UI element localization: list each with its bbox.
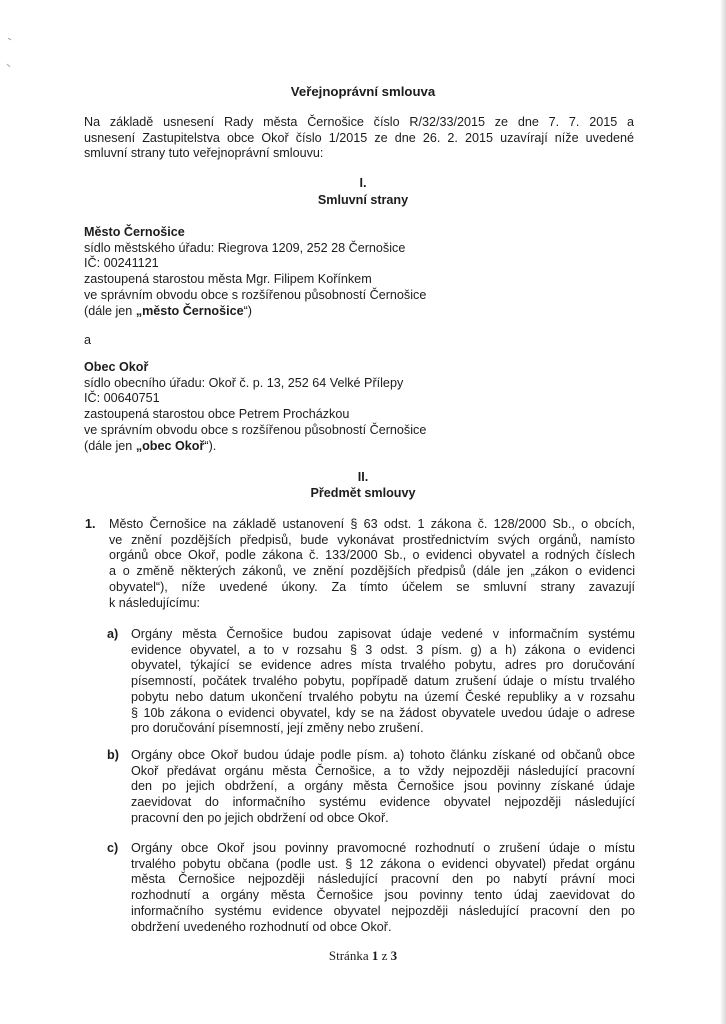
item-b-line: den po jejich obdržení, a orgány města Černošice jsou povinny získané údaje xyxy=(131,779,635,794)
clause-1-text xyxy=(109,517,635,611)
intro-line: smluvní strany tuto veřejnoprávní smlouvu: xyxy=(84,146,324,161)
clause-1-line: Město Černošice na základě ustanovení § 63 odst. 1 zákona č. 128/2000 Sb., o obcích, xyxy=(109,517,635,531)
item-c-line: informačního systému evidence obyvatel nejpozději následující pracovní den po xyxy=(131,903,635,918)
party-village-ic: IČ: 00640751 xyxy=(84,391,160,406)
party-village-name: Obec Okoř xyxy=(84,360,149,374)
party-city-name: Město Černošice xyxy=(84,225,185,239)
item-b-label: b) xyxy=(107,748,119,762)
item-a-line: obyvatel, týkající se evidence adres místa trvalého pobytu, adres pro doručování xyxy=(131,658,635,673)
clause-1-line: ve znění pozdějších předpisů, bude vykonávat prostřednictvím svých orgánů, namísto xyxy=(109,532,635,547)
conjunction: a xyxy=(84,333,92,347)
item-a-line: § 10b zákona o evidenci obyvatel, kdy se na žádost obyvatele uvedou údaje o adrese xyxy=(131,705,635,720)
clause-1-line: a o změně některých zákonů, ve znění pozdějších předpisů (dále jen „zákon o evidenci xyxy=(109,564,635,579)
item-c-line: obdržení uvedeného rozhodnutí od obce Okoř. xyxy=(131,919,392,934)
item-b-text xyxy=(131,748,635,827)
party-city-representative: zastoupená starostou města Mgr. Filipem Kořínkem xyxy=(84,272,372,287)
party-village-representative: zastoupená starostou obce Petrem Procházkou xyxy=(84,407,350,422)
item-a-line: evidence obyvatel, a to v rozsahu § 3 odst. 3 písm. g) a h) zákona o evidenci xyxy=(131,642,635,657)
party-city-seat: sídlo městského úřadu: Riegrova 1209, 252 28 Černošice xyxy=(84,240,406,255)
item-a-text xyxy=(131,627,635,737)
section-2-number: II. xyxy=(357,470,369,484)
item-b-line: Orgány obce Okoř budou údaje podle písm. a) tohoto článku získané od občanů obce xyxy=(131,748,635,762)
footer-of: z xyxy=(378,948,391,963)
item-c-label: c) xyxy=(107,841,119,855)
party-village xyxy=(84,360,604,454)
item-c-text xyxy=(131,841,635,935)
intro-line: usnesení Zastupitelstva obce Okoř číslo 1/2015 ze dne 26. 2. 2015 uzavírají níže uvedené xyxy=(84,130,634,145)
item-c-line: trvalého pobytu občana (podle ust. § 12 zákona o evidenci obyvatel) předat orgánu xyxy=(131,856,635,871)
clause-1-line: obyvatel“), níže uvedené úkony. Za tímto účelem se smluvní strany zavazují xyxy=(109,579,635,594)
party-city-district: ve správním obvodu obce s rozšířenou působností Černošice xyxy=(84,287,427,302)
item-c-line: města Černošice nejpozději následující pracovní den po nabytí právní moci xyxy=(131,872,635,887)
item-b-line: Okoř předávat orgánu města Černošice, a to vždy nejpozději následující pracovní xyxy=(131,763,635,778)
item-a-line: pro doručování písemností, její změny nebo zrušení. xyxy=(131,721,424,736)
item-a-line: Orgány města Černošice budou zapisovat údaje vedené v informačním systému xyxy=(131,627,635,641)
party-village-seat: sídlo obecního úřadu: Okoř č. p. 13, 252 64 Velké Přílepy xyxy=(84,375,404,390)
scan-specks xyxy=(4,20,24,80)
clause-1-line: orgánů obce Okoř, podle zákona č. 133/2000 Sb., o evidenci obyvatel a rodných číslech xyxy=(109,548,635,563)
intro-line: Na základě usnesení Rady města Černošice číslo R/32/33/2015 ze dne 7. 7. 2015 a xyxy=(84,115,634,129)
section-2-heading: Předmět smlouvy xyxy=(310,486,416,500)
clause-1-number: 1. xyxy=(85,517,96,531)
section-1-number: I. xyxy=(359,176,367,190)
page-footer xyxy=(0,948,726,964)
section-1-heading: Smluvní strany xyxy=(317,193,409,207)
item-b-line: zaevidovat do informačního systému evidence obyvatel nejpozději následující xyxy=(131,795,635,810)
party-city-alias: (dále jen „město Černošice“) xyxy=(84,303,252,318)
footer-prefix: Stránka xyxy=(328,948,372,963)
item-b-line: pracovní den po jejich obdržení od obce Okoř. xyxy=(131,810,389,825)
scan-edge-shadow xyxy=(720,0,726,1024)
footer-page-total: 3 xyxy=(390,948,398,963)
party-village-alias: (dále jen „obec Okoř“). xyxy=(84,438,217,453)
party-village-district: ve správním obvodu obce s rozšířenou působností Černošice xyxy=(84,422,427,437)
item-c-line: Orgány obce Okoř jsou povinny pravomocné rozhodnutí o zrušení údaje o místu xyxy=(131,841,635,855)
clause-1-line: k následujícímu: xyxy=(109,595,200,610)
footer-page-number: 1 xyxy=(371,948,379,963)
item-a-line: písemností, počátek trvalého pobytu, popřípadě datum zrušení údaje o místu trvalého xyxy=(131,674,635,689)
item-c-line: rozhodnutí a orgány města Černošice jsou povinny tento údaj zaevidovat do xyxy=(131,888,635,903)
party-city xyxy=(84,225,604,319)
intro-paragraph xyxy=(84,115,634,162)
document-title: Veřejnoprávní smlouva xyxy=(290,84,436,99)
party-city-ic: IČ: 00241121 xyxy=(84,256,159,271)
item-a-label: a) xyxy=(107,627,119,641)
item-a-line: pobytu nebo datum ukončení trvalého pobytu na území České republiky a v rozsahu xyxy=(131,689,635,704)
